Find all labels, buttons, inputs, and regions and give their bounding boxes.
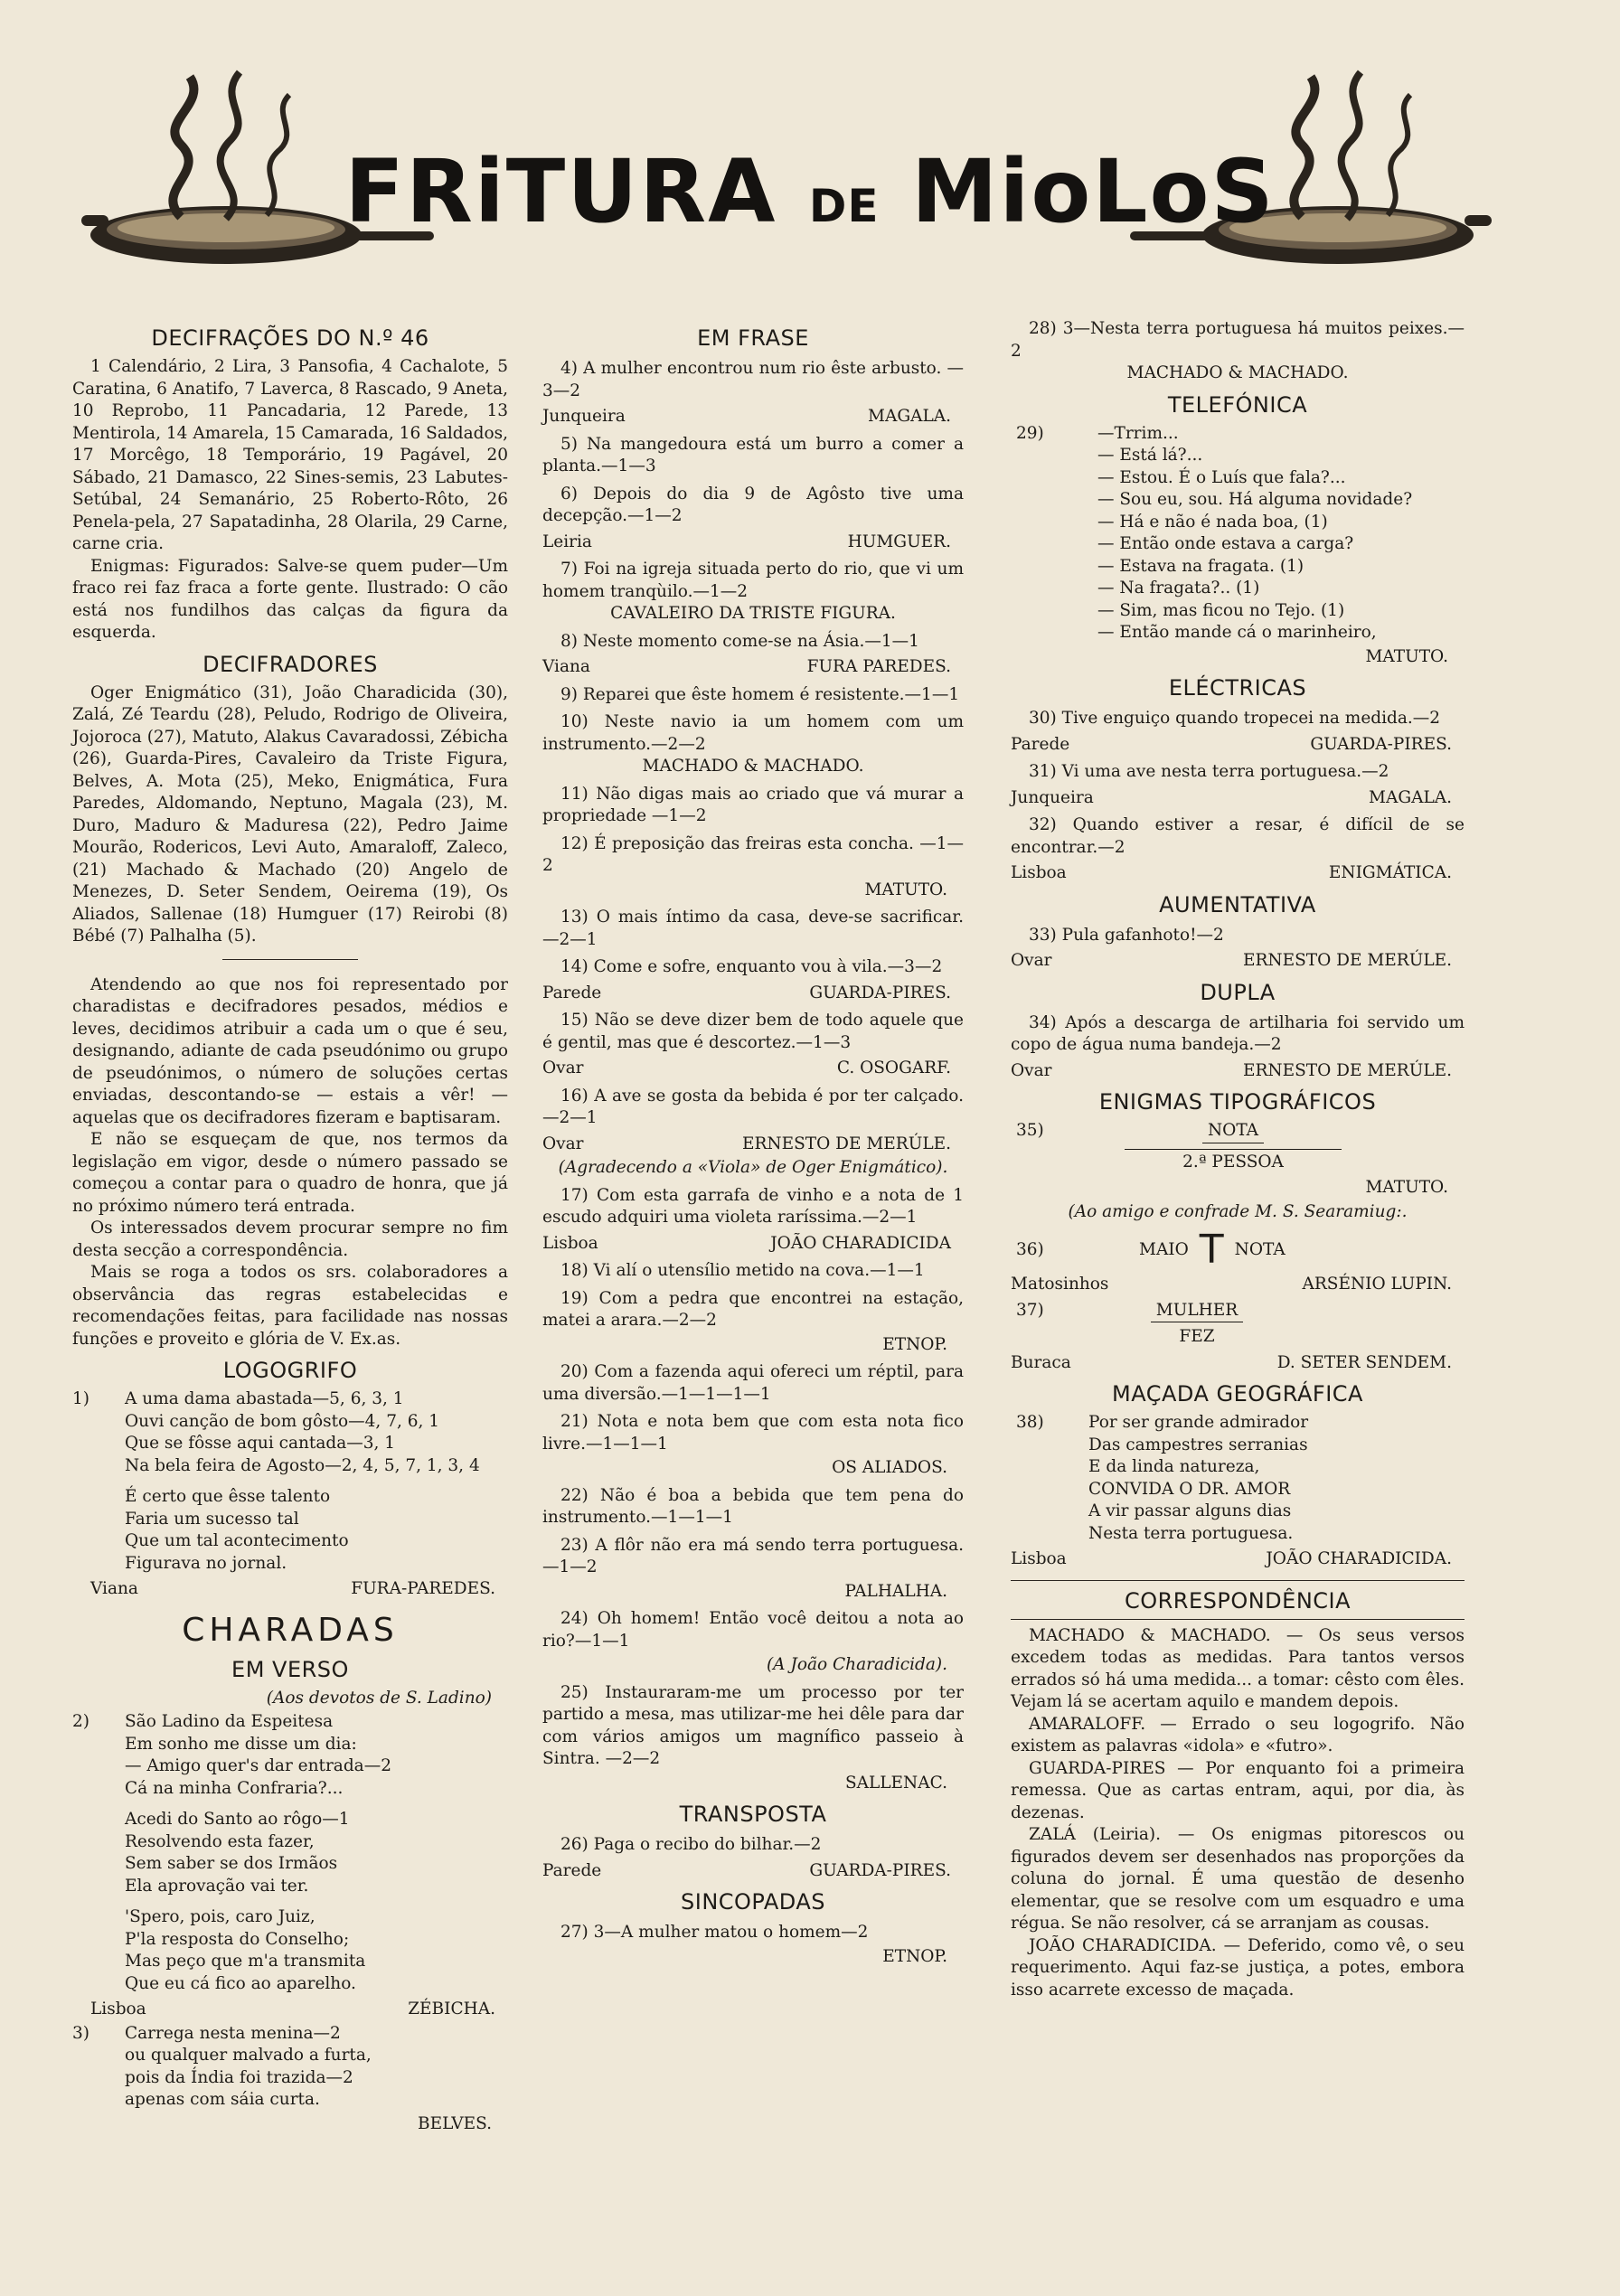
puzzle-text: 16) A ave se gosta da bebida é por ter calçado.—2—1 [542,1086,964,1127]
verse-line: Que se fôsse aqui cantada—3, 1 [125,1434,396,1453]
section-divider [1011,1580,1465,1581]
em-frase-heading: EM FRASE [697,325,809,351]
dedication: (A João Charadicida). [766,1655,947,1674]
dialogue-line: — Sou eu, sou. Há alguma novidade? [1097,490,1413,509]
puzzle-text: 21) Nota e nota bem que com esta nota fico livre.—1—1—1 [542,1412,964,1454]
puzzle-text: 8) Neste momento come-se na Ásia.—1—1 [560,631,919,651]
signature: OS ALIADOS. [832,1458,947,1477]
em-frase-list [542,358,964,1794]
correspondencia-heading: CORRESPONDÊNCIA [1124,1587,1352,1614]
verse-line: Que eu cá fico ao aparelho. [125,1973,356,1993]
puzzle-text: 30) Tive enguiço quando tropecei na medida.—2 [1029,709,1441,728]
decifradores-heading: DECIFRADORES [202,651,378,677]
puzzle-text: 28) 3—Nesta terra portuguesa há muitos peixes.—2 [1011,319,1465,361]
telefonica-puzzle: 29) —Trrim... — Está lá?... — Estou. É o Luís que fala?... — Sou eu, sou. Há alguma novidade? — Há e não é nada boa, (1) — Então onde estava a carga? — Estava na fragata. (1) — Na fragata?.. (1) — Sim, mas ficou no Tejo. (1) — Então mande cá o marinheiro, [1011,423,1465,645]
typographic-enigma-36: 36) MAIO T NOTA [1016,1227,1286,1273]
verse-line: Resolvendo esta fazer, [125,1831,315,1851]
puzzle-text: 17) Com esta garrafa de vinho e a nota de 1 escudo adquiri uma violeta raríssima.—2—1 [542,1185,964,1227]
puzzle-text: 24) Oh homem! Então você deitou a nota ao rio?—1—1 [542,1609,964,1651]
puzzle-text: 19) Com a pedra que encontrei na estação, matei a arara.—2—2 [542,1288,964,1330]
puzzle-text: 22) Não é boa a bebida que tem pena do instrumento.—1—1—1 [542,1485,964,1527]
dupla-heading: DUPLA [1200,979,1276,1005]
signature: ETNOP. [882,1334,947,1354]
notice-paragraph: Atendendo ao que nos foi representado por charadistas e decifradores pesados, médios e leves, decidimos atribuir a cada um o que é seu, designando, adiante de cada pseudónimo ou grupo de pseudónimos, o número de soluções certas enviadas, descontando-se — estais a vêr! — aquelas que os decifradores fizeram e baptisaram. [72,974,508,1127]
macada-puzzle: 38) Por ser grande admirador Das campestres serranias E da linda natureza, CONVIDA O DR. AMOR A vir passar alguns dias Nesta terra portuguesa. [1011,1412,1465,1545]
signature: Ovar ERNESTO DE MERÚLE. [542,1134,951,1153]
verse-line: Que um tal acontecimento [125,1531,349,1550]
signature: MATUTO. [864,880,947,899]
puzzle-text: 13) O mais íntimo da casa, deve-se sacrificar. —2—1 [542,908,964,949]
logogrifo-heading: LOGOGRIFO [222,1358,358,1383]
dialogue-line: — Então onde estava a carga? [1097,534,1354,553]
signature: Lisboa ENIGMÁTICA. [1011,863,1452,882]
decifracoes-heading: DECIFRAÇÕES DO N.º 46 [151,325,429,351]
puzzle-text: 18) Vi alí o utensílio metido na cova.—1—1 [560,1261,925,1280]
signature: Ovar C. OSOGARF. [542,1059,951,1077]
puzzle-text: 5) Na mangedoura está um burro a comer a planta.—1—3 [542,434,964,475]
puzzle-text: 11) Não digas mais ao criado que vá murar a propriedade —1—2 [542,784,964,825]
column-right [1011,318,1465,2001]
puzzle-text: 7) Foi na igreja situada perto do rio, que vi um homem tranqùilo.—1—2 [542,560,964,601]
notice-paragraph: Mais se roga a todos os srs. colaboradores a observância das regras estabelecidas e recomendações feitas, para facilidade nas nossas funções e proveito e glória de V. Ex.as. [72,1263,508,1349]
signature: Viana FURA PAREDES. [542,657,951,676]
puzzle-text: 31) Vi uma ave nesta terra portuguesa.—2 [1029,762,1389,781]
verse-line: Mas peço que m'a transmita [125,1952,366,1971]
electricas-heading: ELÉCTRICAS [1168,675,1307,701]
verse-line: Das campestres serranias [1088,1435,1308,1454]
signature: MACHADO & MACHADO. [1126,363,1349,382]
dialogue-line: — Estou. É o Luís que fala?... [1097,467,1346,487]
verse-line: P'la resposta do Conselho; [125,1929,350,1949]
charadas-heading: CHARADAS [182,1611,399,1649]
verse-line: Em sonho me disse um dia: [125,1734,357,1754]
dialogue-line: — Está lá?... [1097,446,1203,465]
correspondence-entry: JOÃO CHARADICIDA. — Deferido, como vê, o seu requerimento. Aqui faz-se justiça, a potes, embora isso acarrete excesso de maçada. [1011,1935,1465,2000]
notice-paragraph: E não se esqueçam de que, nos termos da legislação em vigor, desde o número passado se começou a contar para o quadro de honra, que já no próximo número terá entrada. [72,1130,508,1216]
signature: Junqueira MAGALA. [542,407,951,426]
puzzle-text: 10) Neste navio ia um homem com um instrumento.—2—2 [542,712,964,754]
puzzle-text: 12) É preposição das freiras esta concha. —1—2 [542,833,964,875]
verse-line: Na bela feira de Agosto—2, 4, 5, 7, 1, 3, 4 [125,1455,480,1475]
page-title: FRiTURA DE MioLoS [344,141,1276,242]
signature: SALLENAC. [844,1773,947,1793]
signature: Lisboa JOÃO CHARADICIDA. [1011,1549,1452,1568]
section-divider [222,959,358,960]
typographic-enigma-37: 37) MULHER FEZ [1011,1300,1465,1349]
verse-line: Sem saber se dos Irmãos [125,1854,338,1873]
puzzle-text: 4) A mulher encontrou num rio êste arbusto. —3—2 [542,359,964,400]
signature: Junqueira MAGALA. [1011,787,1452,807]
signature: CAVALEIRO DA TRISTE FIGURA. [610,604,896,623]
puzzle-text: 26) Paga o recibo do bilhar.—2 [560,1835,822,1854]
correspondence-entry: ZALÁ (Leiria). — Os enigmas pitorescos ou figurados devem ser desenhados nas proporções da coluna do jornal. É uma questão de desenho elementar, que se resolve com um esquadro e uma régua. Se não resolver, cá se arranjam as cousas. [1011,1825,1465,1933]
signature: Parede GUARDA-PIRES. [1011,734,1452,754]
verse-line: É certo que êsse talento [125,1487,331,1506]
signature: Viana FURA-PAREDES. [90,1579,495,1598]
signature: Buraca D. SETER SENDEM. [1011,1352,1452,1372]
puzzle-text: 6) Depois do dia 9 de Agôsto tive uma decepção.—1—2 [542,484,964,525]
dedication: (Ao amigo e confrade M. S. Searamiug:. [1068,1201,1408,1221]
puzzle-text: 15) Não se deve dizer bem de todo aquele que é gentil, mas que é descortez.—1—3 [542,1011,964,1052]
puzzle-text: 27) 3—A mulher matou o homem—2 [560,1923,869,1942]
correspondence-entry: AMARALOFF. — Errado o seu logogrifo. Não existem as palavras «idola» e «futro». [1011,1714,1465,1755]
signature: MATUTO. [1365,1178,1448,1197]
correspondence-entry: MACHADO & MACHADO. — Os seus versos excedem todas as medidas. Para tantos versos errados só há uma medida... a tomar: cêsto com êles. Vejam lá se acertam aquilo e mandem depois. [1011,1625,1465,1711]
puzzle-text: 33) Pula gafanhoto!—2 [1029,925,1224,945]
decifradores-list: Oger Enigmático (31), João Charadicida (30), Zalá, Zé Teardu (28), Peludo, Rodrigo de Oliveira, Jojoroca (27), Matuto, Alakus Cavaradossi, Zébicha (26), Guarda-Pires, Cavaleiro da Triste Figura, Belves, A. Mota (25), Meko, Enigmática, Fura Paredes, Aldomando, Neptuno, Magala (23), M. Duro, Maduro & Maduresa (22), Pedro Jaime Mourão, Rodericos, Levi Auto, Amaraloff, Zaleco, (21) Machado & Machado (20) Angelo de Menezes, D. Seter Sendem, Oeirema (19), Os Aliados, Sallenae (18) Humguer (17) Reirobi (8) Bébé (7) Palhalha (5). [72,682,508,946]
verse-line: Cá na minha Confraria?... [125,1778,344,1798]
dialogue-line: —Trrim... [1097,423,1179,443]
dedication: (Agradecendo a «Viola» de Oger Enigmático). [558,1158,948,1177]
puzzle-text: 14) Come e sofre, enquanto vou à vila.—3—2 [560,957,943,976]
puzzle-text: 25) Instauraram-me um processo por ter partido a mesa, mas utilizar-me hei dêle para dar com vários amigos um magnífico passeio à Sintra. —2—2 [542,1682,964,1768]
verse-line: Ouvi canção de bom gôsto—4, 7, 6, 1 [125,1411,440,1431]
correspondence-entry: GUARDA-PIRES — Por enquanto foi a primeira remessa. Que as cartas entram, aqui, por dia, às dezenas. [1011,1758,1465,1822]
enigmas-solutions: Enigmas: Figurados: Salve-se quem puder—Um fraco rei faz fraca a forte gente. Ilustrado: O cão está nos fundilhos das calças da figura da esquerda. [72,556,508,642]
column-middle [542,318,964,1970]
signature: Ovar ERNESTO DE MERÚLE. [1011,951,1452,970]
verse-line: Acedi do Santo ao rôgo—1 [125,1810,350,1829]
dialogue-line: — Há e não é nada boa, (1) [1097,512,1328,532]
verse-line: ou qualquer malvado a furta, [125,2046,372,2065]
puzzle-text: 34) Após a descarga de artilharia foi servido um copo de água numa bandeja.—2 [1011,1012,1465,1054]
signature: MACHADO & MACHADO. [642,757,864,776]
logogrifo-puzzle: 1) A uma dama abastada—5, 6, 3, 1 Ouvi canção de bom gôsto—4, 7, 6, 1 Que se fôsse aqui cantada—3, 1 Na bela feira de Agosto—2, 4, 5, 7, 1, 3, 4 É certo que êsse talento Faria um sucesso tal Que um tal acontecimento Figurava no jornal. [72,1388,508,1575]
verse-line: E da linda natureza, [1088,1457,1260,1476]
column-left [72,318,508,2137]
signature: Parede GUARDA-PIRES. [542,1860,951,1880]
verse-line: 'Spero, pois, caro Juiz, [125,1907,316,1926]
dialogue-line: — Estava na fragata. (1) [1097,556,1304,576]
dedication: (Aos devotos de S. Ladino) [266,1688,492,1708]
verse-line: Faria um sucesso tal [125,1509,299,1529]
decifracoes-text: 1 Calendário, 2 Lira, 3 Pansofia, 4 Cachalote, 5 Caratina, 6 Anatifo, 7 Laverca, 8 Rascado, 9 Aneta, 10 Reprobo, 11 Pancadaria, 12 Parede, 13 Mentirola, 14 Amarela, 15 Camarada, 16 Saldados, 17 Morcêgo, 18 Temporário, 19 Pagável, 20 Sábado, 21 Damasco, 22 Sines-semis, 23 Labutes-Setúbal, 24 Semanário, 25 Roberto-Rôto, 26 Penela-pela, 27 Sapatadinha, 28 Olarila, 29 Carne, carne cria. [72,357,508,553]
verse-line: — Amigo quer's dar entrada—2 [125,1756,391,1775]
signature: PALHALHA. [844,1581,947,1601]
charada-3: 3) Carrega nesta menina—2 ou qualquer malvado a furta, pois da Índia foi trazida—2 apenas com sáia curta. [72,2023,508,2112]
transposta-heading: TRANSPOSTA [679,1802,827,1827]
verse-line: Carrega nesta menina—2 [125,2023,341,2043]
charada-2: 2) São Ladino da Espeitesa Em sonho me disse um dia: — Amigo quer's dar entrada—2 Cá na minha Confraria?... Acedi do Santo ao rôgo—1 Resolvendo esta fazer, Sem saber se dos Irmãos Ela aprovação vai ter. 'Spero, pois, caro Juiz, P'la resposta do Conselho; Mas peço que m'a transmita Que eu cá fico ao aparelho. [72,1711,508,1995]
signature: Matosinhos ARSÉNIO LUPIN. [1011,1275,1452,1294]
verse-line: A vir passar alguns dias [1088,1501,1292,1520]
verse-line: CONVIDA O DR. AMOR [1088,1479,1291,1499]
dialogue-line: — Na fragata?.. (1) [1097,579,1260,598]
verse-line: Ela aprovação vai ter. [125,1876,309,1896]
signature: BELVES. [418,2113,492,2133]
puzzle-text: 23) A flôr não era má sendo terra portuguesa.—1—2 [542,1535,964,1576]
signature: Lisboa ZÉBICHA. [90,2000,495,2018]
sincopadas-heading: SINCOPADAS [681,1889,825,1915]
verse-line: apenas com sáia curta. [125,2090,320,2109]
signature: Ovar ERNESTO DE MERÚLE. [1011,1060,1452,1080]
section-divider [1011,1619,1465,1620]
typographic-enigma-35: 35) NOTA 2.ª PESSOA [1011,1120,1465,1173]
puzzle-text: 32) Quando estiver a resar, é difícil de se encontrar.—2 [1011,815,1465,857]
puzzle-text: 9) Reparei que êste homem é resistente.—1—1 [560,684,960,704]
telefonica-heading: TELEFÓNICA [1167,391,1308,418]
signature: MATUTO. [1365,646,1448,666]
tipograficos-heading: ENIGMAS TIPOGRÁFICOS [1098,1089,1377,1115]
dialogue-line: — Sim, mas ficou no Tejo. (1) [1097,600,1345,620]
verse-line: Nesta terra portuguesa. [1088,1523,1294,1543]
notice-paragraph: Os interessados devem procurar sempre no fim desta secção a correspondência. [72,1219,508,1260]
macada-heading: MAÇADA GEOGRÁFICA [1112,1381,1363,1407]
verse-line: São Ladino da Espeitesa [125,1712,334,1731]
verse-line: Por ser grande admirador [1088,1413,1309,1432]
signature: ETNOP. [882,1946,947,1966]
verse-line: pois da Índia foi trazida—2 [125,2067,353,2087]
aumentativa-heading: AUMENTATIVA [1159,891,1316,917]
verse-line: Figurava no jornal. [125,1553,287,1573]
puzzle-text: 20) Com a fazenda aqui ofereci um réptil, para uma diversão.—1—1—1—1 [542,1362,964,1404]
signature: Parede GUARDA-PIRES. [542,983,951,1002]
dialogue-line: — Então mande cá o marinheiro, [1097,623,1377,642]
em-verso-heading: EM VERSO [231,1656,349,1682]
signature: Lisboa JOÃO CHARADICIDA [542,1233,951,1253]
verse-line: A uma dama abastada—5, 6, 3, 1 [125,1389,404,1408]
signature: Leiria HUMGUER. [542,532,951,551]
